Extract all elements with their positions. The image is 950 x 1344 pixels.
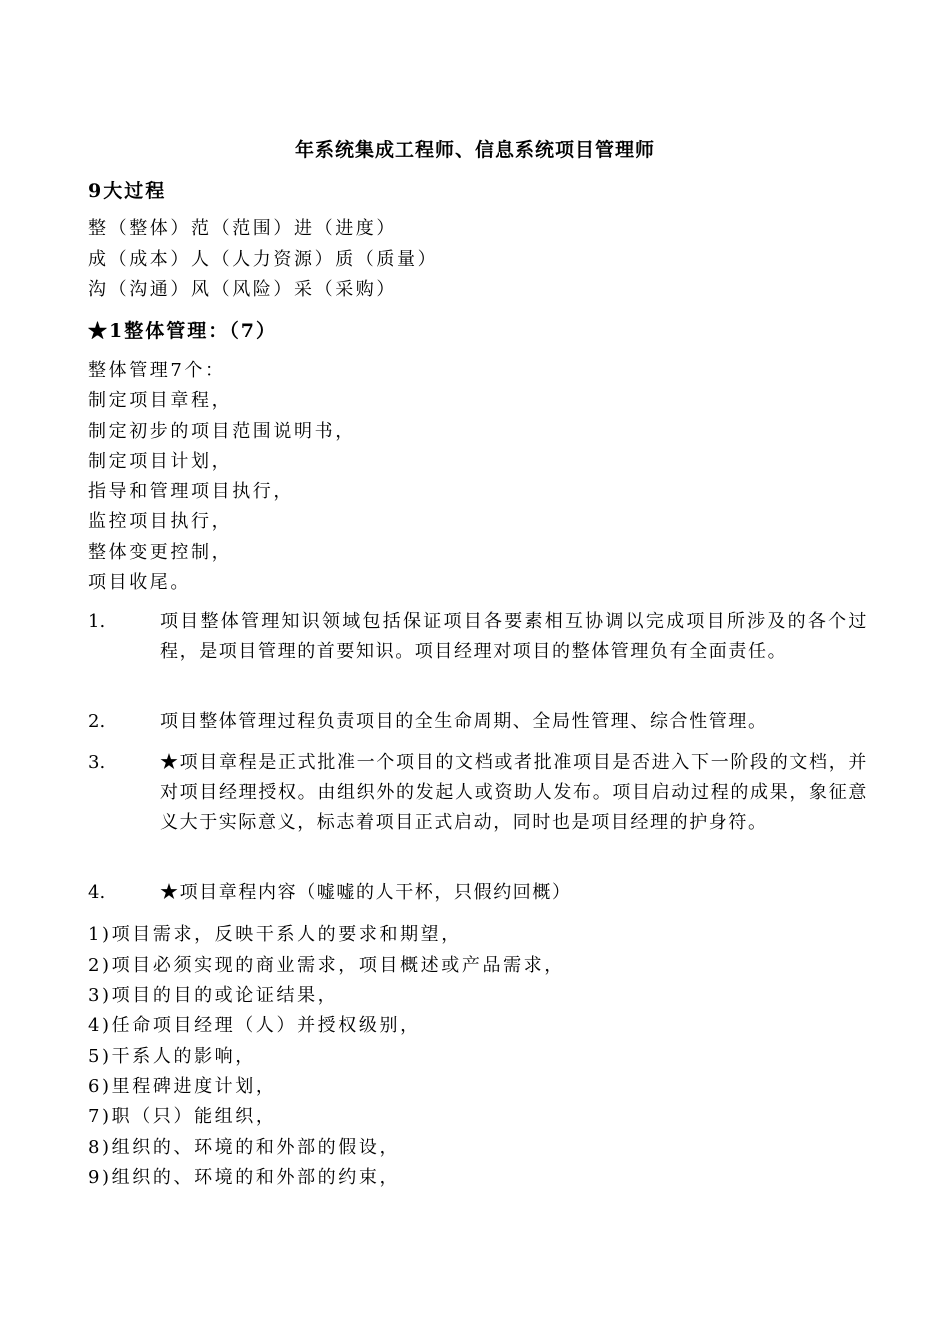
- integration-line: 制定项目计划，: [88, 451, 233, 472]
- integration-line: 整体变更控制，: [88, 542, 233, 563]
- charter-content-line: 1)项目需求，反映干系人的要求和期望，: [88, 924, 462, 945]
- charter-content-line: 5)干系人的影响，: [88, 1046, 256, 1067]
- integration-line: 指导和管理项目执行，: [88, 481, 294, 502]
- integration-line: 项目收尾。: [88, 572, 191, 593]
- integration-line: 制定初步的项目范围说明书，: [88, 421, 356, 442]
- item-text: ★项目章程内容（嘘嘘的人干杯，只假约回概）: [160, 882, 572, 903]
- charter-content-line: 4)任命项目经理（人）并授权级别，: [88, 1015, 421, 1036]
- item-number: 3.: [88, 752, 106, 773]
- item-number: 1.: [88, 611, 106, 632]
- item-text: 项目整体管理过程负责项目的全生命周期、全局性管理、综合性管理。: [160, 711, 768, 732]
- integration-line: 监控项目执行，: [88, 511, 233, 532]
- document-title: 年系统集成工程师、信息系统项目管理师: [294, 139, 655, 161]
- process-line: 成（成本）人（人力资源）质（质量）: [88, 249, 439, 270]
- integration-line: 整体管理7个：: [88, 360, 226, 381]
- charter-content-line: 9)组织的、环境的和外部的约束，: [88, 1167, 401, 1188]
- charter-content-line: 8)组织的、环境的和外部的假设，: [88, 1137, 401, 1158]
- item-text: 项目整体管理知识领域包括保证项目各要素相互协调以完成项目所涉及的各个过程，是项目管理的首要知识。项目经理对项目的整体管理负有全面责任。: [160, 611, 868, 662]
- integration-line: 制定项目章程，: [88, 390, 233, 411]
- item-text: ★项目章程是正式批准一个项目的文档或者批准项目是否进入下一阶段的文档，并对项目经理授权。由组织外的发起人或资助人发布。项目启动过程的成果，象征意义大于实际意义，标志着项目正式启动，同时也是项目经理的护身符。: [160, 752, 868, 833]
- charter-content-line: 3)项目的目的或论证结果，: [88, 985, 339, 1006]
- process-line: 整（整体）范（范围）进（进度）: [88, 218, 397, 239]
- section-heading-integration: ★1整体管理：（7）: [88, 320, 277, 342]
- item-number: 2.: [88, 711, 106, 732]
- item-number: 4.: [88, 882, 106, 903]
- section-heading-processes: 9大过程: [88, 180, 167, 202]
- process-line: 沟（沟通）风（风险）采（采购）: [88, 279, 397, 300]
- charter-content-line: 2)项目必须实现的商业需求，项目概述或产品需求，: [88, 955, 565, 976]
- charter-content-line: 6)里程碑进度计划，: [88, 1076, 277, 1097]
- charter-content-line: 7)职（只）能组织，: [88, 1106, 277, 1127]
